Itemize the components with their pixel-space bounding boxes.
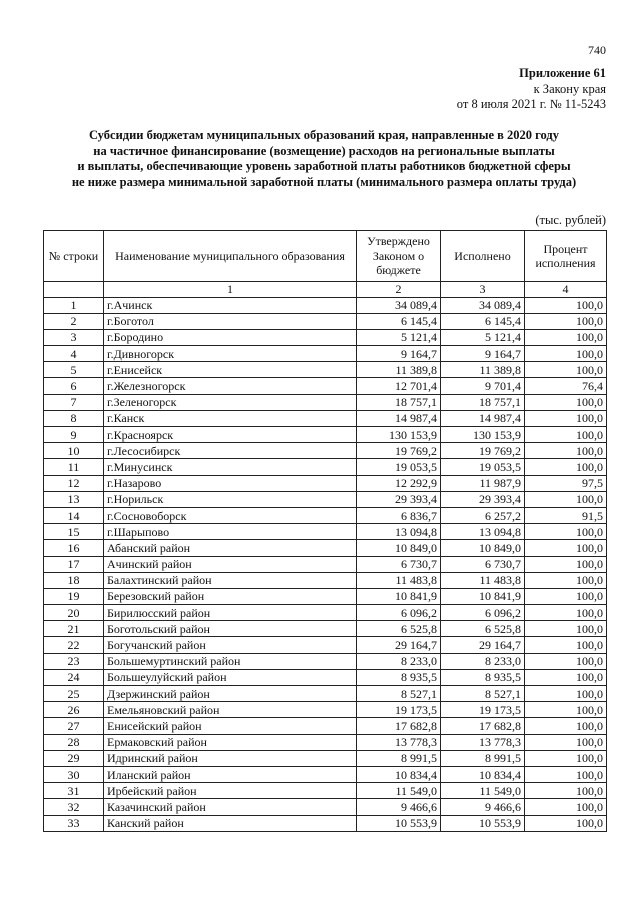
cell-municipality: Дзержинский район xyxy=(104,686,357,702)
cell-row-number: 25 xyxy=(44,686,104,702)
table-row xyxy=(44,734,607,750)
cell-row-number: 7 xyxy=(44,394,104,410)
cell-row-number: 22 xyxy=(44,637,104,653)
cell-municipality: Ирбейский район xyxy=(104,783,357,799)
cell-percent: 100,0 xyxy=(525,410,607,426)
cell-executed: 9 466,6 xyxy=(441,799,525,815)
table-row xyxy=(44,297,607,313)
cell-approved: 6 836,7 xyxy=(357,507,441,523)
table-row xyxy=(44,669,607,685)
title-line: и выплаты, обеспечивающие уровень заработной платы работников бюджетной сферы xyxy=(77,159,571,173)
cell-executed: 34 089,4 xyxy=(441,297,525,313)
cell-executed: 29 164,7 xyxy=(441,637,525,653)
document-title xyxy=(50,128,598,190)
cell-row-number: 3 xyxy=(44,329,104,345)
cell-percent: 100,0 xyxy=(525,783,607,799)
cell-municipality: г.Норильск xyxy=(104,491,357,507)
column-number: 4 xyxy=(525,282,607,298)
cell-municipality: г.Ачинск xyxy=(104,297,357,313)
cell-executed: 8 935,5 xyxy=(441,669,525,685)
cell-municipality: Большеулуйский район xyxy=(104,669,357,685)
table-column-numbers-row xyxy=(44,282,607,298)
cell-percent: 100,0 xyxy=(525,329,607,345)
cell-percent: 97,5 xyxy=(525,475,607,491)
cell-row-number: 19 xyxy=(44,588,104,604)
cell-percent: 100,0 xyxy=(525,718,607,734)
cell-municipality: г.Минусинск xyxy=(104,459,357,475)
cell-executed: 13 094,8 xyxy=(441,524,525,540)
cell-percent: 100,0 xyxy=(525,637,607,653)
cell-municipality: Иланский район xyxy=(104,766,357,782)
cell-municipality: г.Енисейск xyxy=(104,362,357,378)
cell-executed: 6 257,2 xyxy=(441,507,525,523)
cell-percent: 100,0 xyxy=(525,459,607,475)
table-row xyxy=(44,491,607,507)
cell-executed: 10 834,4 xyxy=(441,766,525,782)
table-row xyxy=(44,427,607,443)
appendix-line-date: от 8 июля 2021 г. № 11-5243 xyxy=(456,97,606,111)
cell-municipality: Канский район xyxy=(104,815,357,831)
table-row xyxy=(44,702,607,718)
cell-row-number: 13 xyxy=(44,491,104,507)
table-row xyxy=(44,540,607,556)
cell-municipality: г.Зеленогорск xyxy=(104,394,357,410)
cell-row-number: 10 xyxy=(44,443,104,459)
cell-approved: 12 292,9 xyxy=(357,475,441,491)
cell-row-number: 4 xyxy=(44,346,104,362)
table-row xyxy=(44,507,607,523)
cell-executed: 6 145,4 xyxy=(441,313,525,329)
subsidies-table xyxy=(43,230,607,832)
cell-executed: 11 549,0 xyxy=(441,783,525,799)
cell-approved: 11 389,8 xyxy=(357,362,441,378)
cell-row-number: 30 xyxy=(44,766,104,782)
table-row xyxy=(44,766,607,782)
cell-executed: 11 483,8 xyxy=(441,572,525,588)
cell-approved: 12 701,4 xyxy=(357,378,441,394)
title-line: на частичное финансирование (возмещение) расходов на региональные выплаты xyxy=(93,143,555,158)
cell-approved: 6 145,4 xyxy=(357,313,441,329)
title-line: не ниже размера минимальной заработной платы (минимального размера оплаты труда) xyxy=(71,174,577,189)
cell-approved: 10 553,9 xyxy=(357,815,441,831)
cell-row-number: 23 xyxy=(44,653,104,669)
cell-row-number: 15 xyxy=(44,524,104,540)
cell-municipality: Енисейский район xyxy=(104,718,357,734)
title-line: Субсидии бюджетам муниципальных образований края, направленные в 2020 году xyxy=(88,128,560,142)
cell-municipality: г.Дивногорск xyxy=(104,346,357,362)
cell-row-number: 26 xyxy=(44,702,104,718)
cell-executed: 19 173,5 xyxy=(441,702,525,718)
cell-row-number: 2 xyxy=(44,313,104,329)
cell-municipality: г.Железногорск xyxy=(104,378,357,394)
cell-approved: 8 233,0 xyxy=(357,653,441,669)
cell-percent: 100,0 xyxy=(525,621,607,637)
cell-row-number: 31 xyxy=(44,783,104,799)
cell-approved: 9 466,6 xyxy=(357,799,441,815)
appendix-line-law: к Закону края xyxy=(533,81,606,96)
cell-approved: 6 096,2 xyxy=(357,605,441,621)
cell-row-number: 29 xyxy=(44,750,104,766)
cell-municipality: г.Сосновоборск xyxy=(104,507,357,523)
cell-percent: 100,0 xyxy=(525,313,607,329)
column-number: 1 xyxy=(104,282,357,298)
cell-municipality: Емельяновский район xyxy=(104,702,357,718)
cell-percent: 100,0 xyxy=(525,427,607,443)
cell-percent: 100,0 xyxy=(525,297,607,313)
cell-row-number: 28 xyxy=(44,734,104,750)
table-row xyxy=(44,410,607,426)
cell-approved: 13 778,3 xyxy=(357,734,441,750)
header-executed: Исполнено xyxy=(441,231,525,282)
cell-row-number: 20 xyxy=(44,605,104,621)
appendix-block xyxy=(457,66,606,113)
cell-approved: 8 935,5 xyxy=(357,669,441,685)
cell-approved: 29 393,4 xyxy=(357,491,441,507)
table-row xyxy=(44,378,607,394)
cell-row-number: 14 xyxy=(44,507,104,523)
cell-approved: 34 089,4 xyxy=(357,297,441,313)
cell-percent: 100,0 xyxy=(525,443,607,459)
cell-percent: 100,0 xyxy=(525,669,607,685)
header-row-number: № строки xyxy=(44,231,104,282)
table-row xyxy=(44,783,607,799)
cell-executed: 8 527,1 xyxy=(441,686,525,702)
table-row xyxy=(44,686,607,702)
cell-approved: 10 841,9 xyxy=(357,588,441,604)
cell-approved: 19 173,5 xyxy=(357,702,441,718)
cell-approved: 18 757,1 xyxy=(357,394,441,410)
cell-approved: 8 991,5 xyxy=(357,750,441,766)
cell-executed: 6 730,7 xyxy=(441,556,525,572)
cell-approved: 11 483,8 xyxy=(357,572,441,588)
cell-municipality: г.Бородино xyxy=(104,329,357,345)
cell-row-number: 18 xyxy=(44,572,104,588)
cell-approved: 10 849,0 xyxy=(357,540,441,556)
table-row xyxy=(44,815,607,831)
cell-percent: 91,5 xyxy=(525,507,607,523)
cell-executed: 5 121,4 xyxy=(441,329,525,345)
cell-approved: 17 682,8 xyxy=(357,718,441,734)
cell-executed: 17 682,8 xyxy=(441,718,525,734)
table-row xyxy=(44,588,607,604)
column-number: 2 xyxy=(357,282,441,298)
cell-percent: 100,0 xyxy=(525,346,607,362)
table-row xyxy=(44,637,607,653)
cell-approved: 11 549,0 xyxy=(357,783,441,799)
cell-percent: 100,0 xyxy=(525,815,607,831)
appendix-title: Приложение 61 xyxy=(519,66,606,80)
cell-executed: 29 393,4 xyxy=(441,491,525,507)
cell-executed: 8 233,0 xyxy=(441,653,525,669)
cell-municipality: Ермаковский район xyxy=(104,734,357,750)
cell-municipality: Абанский район xyxy=(104,540,357,556)
table-row xyxy=(44,621,607,637)
cell-percent: 100,0 xyxy=(525,686,607,702)
cell-row-number: 17 xyxy=(44,556,104,572)
cell-row-number: 9 xyxy=(44,427,104,443)
cell-municipality: Боготольский район xyxy=(104,621,357,637)
table-header-row xyxy=(44,231,607,282)
cell-municipality: Ачинский район xyxy=(104,556,357,572)
column-number: 3 xyxy=(441,282,525,298)
cell-executed: 8 991,5 xyxy=(441,750,525,766)
cell-percent: 100,0 xyxy=(525,524,607,540)
cell-row-number: 5 xyxy=(44,362,104,378)
cell-executed: 14 987,4 xyxy=(441,410,525,426)
cell-approved: 19 769,2 xyxy=(357,443,441,459)
cell-percent: 100,0 xyxy=(525,556,607,572)
cell-municipality: г.Канск xyxy=(104,410,357,426)
cell-approved: 5 121,4 xyxy=(357,329,441,345)
page-number: 740 xyxy=(588,43,606,57)
cell-row-number: 8 xyxy=(44,410,104,426)
table-row xyxy=(44,799,607,815)
cell-percent: 100,0 xyxy=(525,734,607,750)
cell-row-number: 6 xyxy=(44,378,104,394)
cell-municipality: г.Красноярск xyxy=(104,427,357,443)
header-percent: Процент исполнения xyxy=(525,231,607,282)
cell-percent: 100,0 xyxy=(525,766,607,782)
cell-executed: 11 987,9 xyxy=(441,475,525,491)
cell-approved: 9 164,7 xyxy=(357,346,441,362)
cell-municipality: г.Боготол xyxy=(104,313,357,329)
table-row xyxy=(44,556,607,572)
cell-percent: 100,0 xyxy=(525,750,607,766)
table-row xyxy=(44,718,607,734)
cell-executed: 11 389,8 xyxy=(441,362,525,378)
cell-approved: 13 094,8 xyxy=(357,524,441,540)
table-row xyxy=(44,459,607,475)
cell-percent: 100,0 xyxy=(525,572,607,588)
cell-municipality: Балахтинский район xyxy=(104,572,357,588)
header-approved: Утверждено Законом о бюджете xyxy=(357,231,441,282)
table-row xyxy=(44,362,607,378)
table-row xyxy=(44,329,607,345)
cell-row-number: 11 xyxy=(44,459,104,475)
cell-row-number: 12 xyxy=(44,475,104,491)
cell-percent: 100,0 xyxy=(525,799,607,815)
cell-approved: 8 527,1 xyxy=(357,686,441,702)
cell-percent: 100,0 xyxy=(525,588,607,604)
cell-approved: 14 987,4 xyxy=(357,410,441,426)
cell-percent: 100,0 xyxy=(525,702,607,718)
table-row xyxy=(44,394,607,410)
cell-percent: 100,0 xyxy=(525,394,607,410)
table-row xyxy=(44,750,607,766)
cell-executed: 18 757,1 xyxy=(441,394,525,410)
cell-row-number: 16 xyxy=(44,540,104,556)
cell-executed: 10 553,9 xyxy=(441,815,525,831)
cell-municipality: Бирилюсский район xyxy=(104,605,357,621)
cell-executed: 19 053,5 xyxy=(441,459,525,475)
table-row xyxy=(44,572,607,588)
cell-municipality: г.Лесосибирск xyxy=(104,443,357,459)
cell-municipality: Идринский район xyxy=(104,750,357,766)
table-row xyxy=(44,524,607,540)
cell-municipality: Березовский район xyxy=(104,588,357,604)
cell-executed: 9 164,7 xyxy=(441,346,525,362)
cell-municipality: Богучанский район xyxy=(104,637,357,653)
table-row xyxy=(44,475,607,491)
cell-executed: 19 769,2 xyxy=(441,443,525,459)
column-number-empty xyxy=(44,282,104,298)
table-row xyxy=(44,313,607,329)
cell-percent: 100,0 xyxy=(525,605,607,621)
cell-executed: 6 525,8 xyxy=(441,621,525,637)
cell-approved: 19 053,5 xyxy=(357,459,441,475)
cell-percent: 100,0 xyxy=(525,491,607,507)
cell-row-number: 24 xyxy=(44,669,104,685)
table-row xyxy=(44,443,607,459)
cell-municipality: г.Шарыпово xyxy=(104,524,357,540)
cell-row-number: 33 xyxy=(44,815,104,831)
cell-approved: 130 153,9 xyxy=(357,427,441,443)
cell-executed: 10 849,0 xyxy=(441,540,525,556)
table-body xyxy=(44,297,607,831)
cell-executed: 9 701,4 xyxy=(441,378,525,394)
table-row xyxy=(44,653,607,669)
cell-row-number: 21 xyxy=(44,621,104,637)
header-municipality: Наименование муниципального образования xyxy=(104,231,357,282)
cell-row-number: 27 xyxy=(44,718,104,734)
cell-approved: 29 164,7 xyxy=(357,637,441,653)
table-row xyxy=(44,346,607,362)
cell-approved: 6 525,8 xyxy=(357,621,441,637)
cell-percent: 100,0 xyxy=(525,653,607,669)
cell-percent: 100,0 xyxy=(525,362,607,378)
cell-row-number: 32 xyxy=(44,799,104,815)
cell-municipality: г.Назарово xyxy=(104,475,357,491)
cell-municipality: Большемуртинский район xyxy=(104,653,357,669)
cell-percent: 100,0 xyxy=(525,540,607,556)
cell-approved: 10 834,4 xyxy=(357,766,441,782)
cell-executed: 130 153,9 xyxy=(441,427,525,443)
cell-row-number: 1 xyxy=(44,297,104,313)
units-label: (тыс. рублей) xyxy=(535,213,606,227)
cell-approved: 6 730,7 xyxy=(357,556,441,572)
table-row xyxy=(44,605,607,621)
cell-executed: 10 841,9 xyxy=(441,588,525,604)
cell-executed: 6 096,2 xyxy=(441,605,525,621)
cell-municipality: Казачинский район xyxy=(104,799,357,815)
cell-executed: 13 778,3 xyxy=(441,734,525,750)
cell-percent: 76,4 xyxy=(525,378,607,394)
